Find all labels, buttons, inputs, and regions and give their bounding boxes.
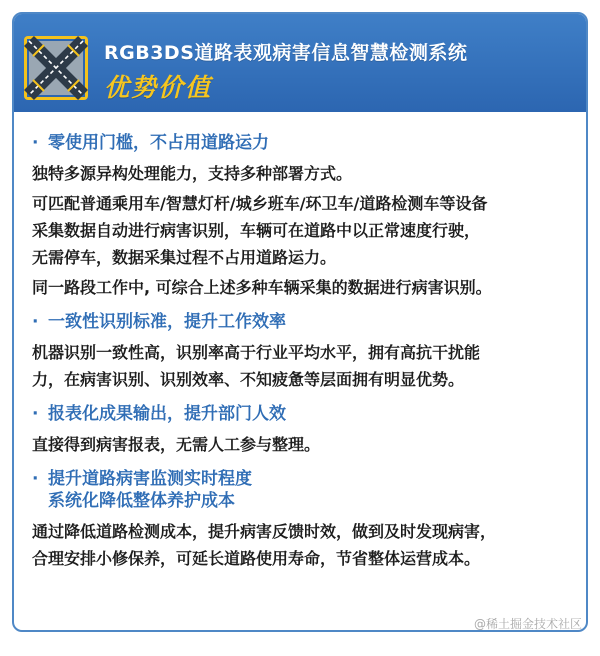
section-realtime-monitoring	[32, 468, 572, 572]
crossroad-logo-icon	[24, 36, 88, 100]
paragraph	[32, 274, 572, 301]
section-title	[32, 403, 572, 425]
section-title-text: 零使用门槛，不占用道路运力	[48, 133, 269, 153]
text-line: 同一路段工作中, 可综合上述多种车辆采集的数据进行病害识别。	[32, 278, 492, 297]
text-line: 力，在病害识别、识别效率、不知疲惫等层面拥有明显优势。	[32, 370, 465, 389]
section-zero-threshold	[32, 132, 572, 301]
bullet-icon: ·	[32, 133, 39, 153]
section-title-text: 报表化成果输出，提升部门人效	[48, 404, 286, 424]
paragraph	[32, 518, 572, 572]
paragraph	[32, 339, 572, 393]
text-line: 合理安排小修保养，可延长道路使用寿命，节省整体运营成本。	[32, 549, 481, 568]
section-title	[32, 311, 572, 333]
app-subtitle: 优势价值	[104, 73, 213, 102]
section-title-text: 一致性识别标准，提升工作效率	[48, 312, 286, 332]
paragraph	[32, 190, 572, 271]
watermark: @稀土掘金技术社区	[473, 617, 582, 631]
paragraph	[32, 431, 572, 458]
section-title-text: 提升道路病害监测实时程度	[48, 469, 252, 489]
info-card	[12, 12, 588, 632]
paragraph	[32, 160, 572, 187]
section-report-output	[32, 403, 572, 458]
card-content	[14, 112, 586, 572]
text-line: 无需停车，数据采集过程不占用道路运力。	[32, 248, 337, 267]
text-line: 可匹配普通乘用车/智慧灯杆/城乡班车/环卫车/道路检测车等设备	[32, 194, 488, 213]
card-header	[14, 14, 586, 112]
text-line: 机器识别一致性高，识别率高于行业平均水平，拥有高抗干扰能	[32, 343, 481, 362]
section-consistent-standard	[32, 311, 572, 393]
text-line: 直接得到病害报表，无需人工参与整理。	[32, 435, 321, 454]
bullet-icon: ·	[32, 312, 39, 332]
bullet-icon: ·	[32, 404, 39, 424]
text-line: 采集数据自动进行病害识别，车辆可在道路中以正常速度行驶，	[32, 221, 481, 240]
text-line: 独特多源异构处理能力，支持多种部署方式。	[32, 164, 353, 183]
section-title	[32, 468, 572, 512]
app-title: RGB3DS道路表观病害信息智慧检测系统	[104, 42, 468, 64]
section-title	[32, 132, 572, 154]
bullet-icon: ·	[32, 469, 39, 489]
section-title-text: 系统化降低整体养护成本	[48, 491, 235, 511]
text-line: 通过降低道路检测成本，提升病害反馈时效，做到及时发现病害，	[32, 522, 497, 541]
